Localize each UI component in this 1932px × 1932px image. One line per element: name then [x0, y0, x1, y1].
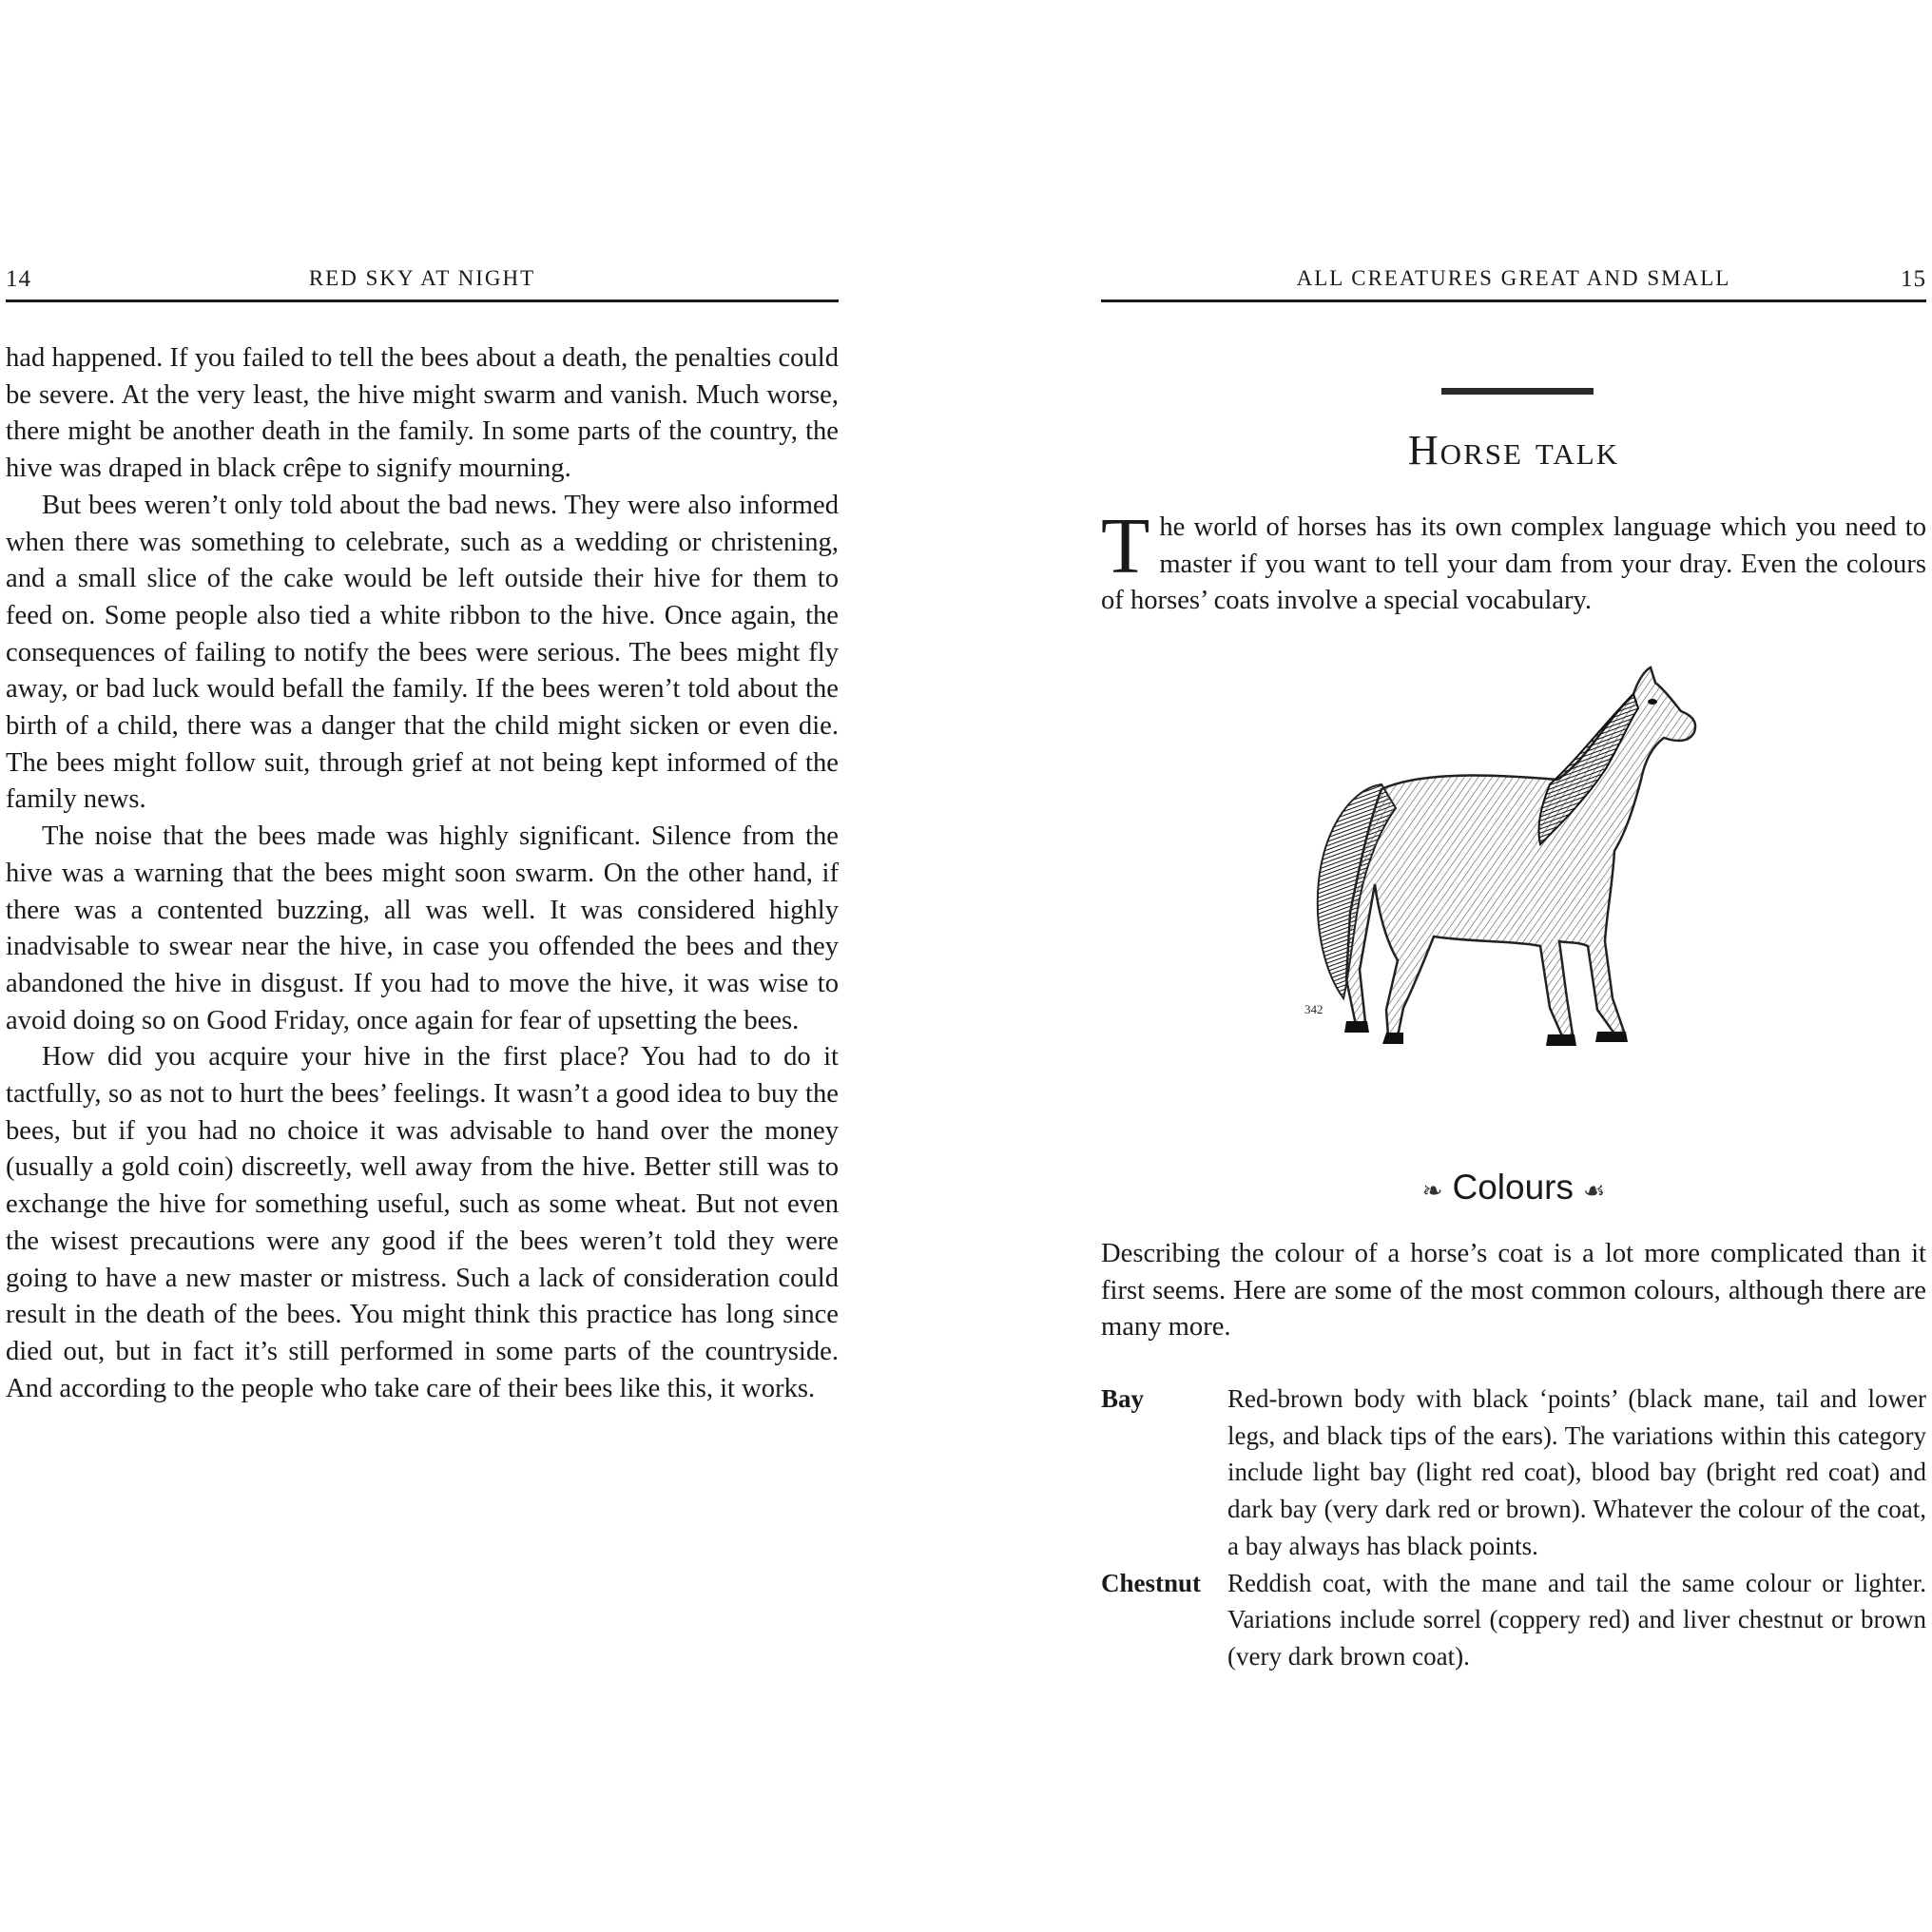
- definition-description: Red-brown body with black ‘points’ (black mane, tail and lower legs, and black tips of the ears). The variations within this category include light bay (light red coat), blood bay (bright red coat) and dark bay (very dark red or brown). Whatever the colour of the coat, a bay always has black points.: [1227, 1384, 1926, 1560]
- drop-cap: T: [1101, 502, 1150, 590]
- definition-term: Bay: [1101, 1384, 1145, 1413]
- page-number: 15: [1901, 266, 1926, 292]
- definition-list: [1101, 1381, 1926, 1675]
- section-title: Horse talk: [1407, 427, 1620, 473]
- horse-illustration: [1291, 656, 1748, 1112]
- ornament-right-icon: ☙: [1582, 1177, 1606, 1206]
- ornament-left-icon: ❧: [1421, 1177, 1443, 1206]
- body-text: [6, 340, 839, 1407]
- running-head: [1101, 266, 1926, 300]
- horse-body: [1346, 667, 1695, 1038]
- intro-text: he world of horses has its own complex language which you need to master if you want to tell your dam from your dray. Even the colours of horses’ coats involve a special vocabulary.: [1101, 512, 1926, 616]
- hoof: [1595, 1032, 1628, 1042]
- horse-eye: [1648, 699, 1657, 705]
- left-page: [6, 0, 839, 1932]
- running-head: [6, 266, 839, 300]
- section-divider: [1441, 388, 1594, 395]
- horse-engraving: [1291, 656, 1748, 1112]
- subsection-heading: [1101, 1168, 1926, 1208]
- running-title: ALL CREATURES GREAT AND SMALL: [1296, 266, 1731, 290]
- definition-term: Chestnut: [1101, 1568, 1202, 1597]
- hoof: [1382, 1033, 1403, 1044]
- illustration-number: 342: [1304, 1002, 1323, 1016]
- right-page: [1101, 0, 1926, 1932]
- paragraph: How did you acquire your hive in the first place? You had to do it tactfully, so as not to hurt the bees’ feelings. It wasn’t a good idea to buy the bees, but if you had no choice it was advisable to hand over the money (usually a gold coin) discreetly, well away from the hive. Better still was to exchange the hive for something useful, such as some wheat. But not even the wisest precautions were any good if the bees weren’t told they were going to have a new master or mistress. Such a lack of consideration could result in the death of the bees. You might think this practice has long since died out, but in fact it’s still performed in some parts of the countryside. And according to the people who take care of their bees like this, it works.: [6, 1042, 839, 1403]
- header-rule: [1101, 299, 1926, 302]
- paragraph: The noise that the bees made was highly significant. Silence from the hive was a warning that the bees might soon swarm. On the other hand, if there was a contented buzzing, all was well. It was considered highly inadvisable to swear near the hive, in case you offended the bees and they abandoned the hive in disgust. If you had to move the hive, it was wise to avoid doing so on Good Friday, once again for fear of upsetting the bees.: [6, 821, 839, 1035]
- lead-text: Describing the colour of a horse’s coat is a lot more complicated than it first seems. Here are some of the most common colours, although there are many more.: [1101, 1239, 1926, 1343]
- hoof: [1546, 1034, 1576, 1046]
- hoof: [1344, 1021, 1369, 1033]
- paragraph: But bees weren’t only told about the bad news. They were also informed when there was something to celebrate, such as a wedding or christening, and a small slice of the cake would be left outside their hive for them to feed on. Some people also tied a white ribbon to the hive. Once again, the consequences of failing to notify the bees were serious. The bees might fly away, or bad luck would befall the family. If the bees weren’t told about the birth of a child, there was a danger that the child might sicken or even die. The bees might follow suit, through grief at not being kept informed of the family news.: [6, 490, 839, 815]
- running-title: RED SKY AT NIGHT: [308, 266, 536, 290]
- definition-item: [1101, 1565, 1926, 1675]
- paragraph: had happened. If you failed to tell the bees about a death, the penalties could be severe. At the very least, the hive might swarm and vanish. Much worse, there might be another death in the family. In some parts of the country, the hive was draped in black crêpe to signify mourning.: [6, 343, 839, 484]
- header-rule: [6, 299, 839, 302]
- lead-paragraph: [1101, 1236, 1926, 1346]
- definition-description: Reddish coat, with the mane and tail the same colour or lighter. Variations include sorrel (coppery red) and liver chestnut or brown (very dark brown coat).: [1227, 1568, 1926, 1671]
- subsection-title: Colours: [1452, 1168, 1574, 1207]
- page-number: 14: [6, 266, 31, 292]
- intro-paragraph: [1101, 502, 1926, 620]
- definition-item: [1101, 1381, 1926, 1565]
